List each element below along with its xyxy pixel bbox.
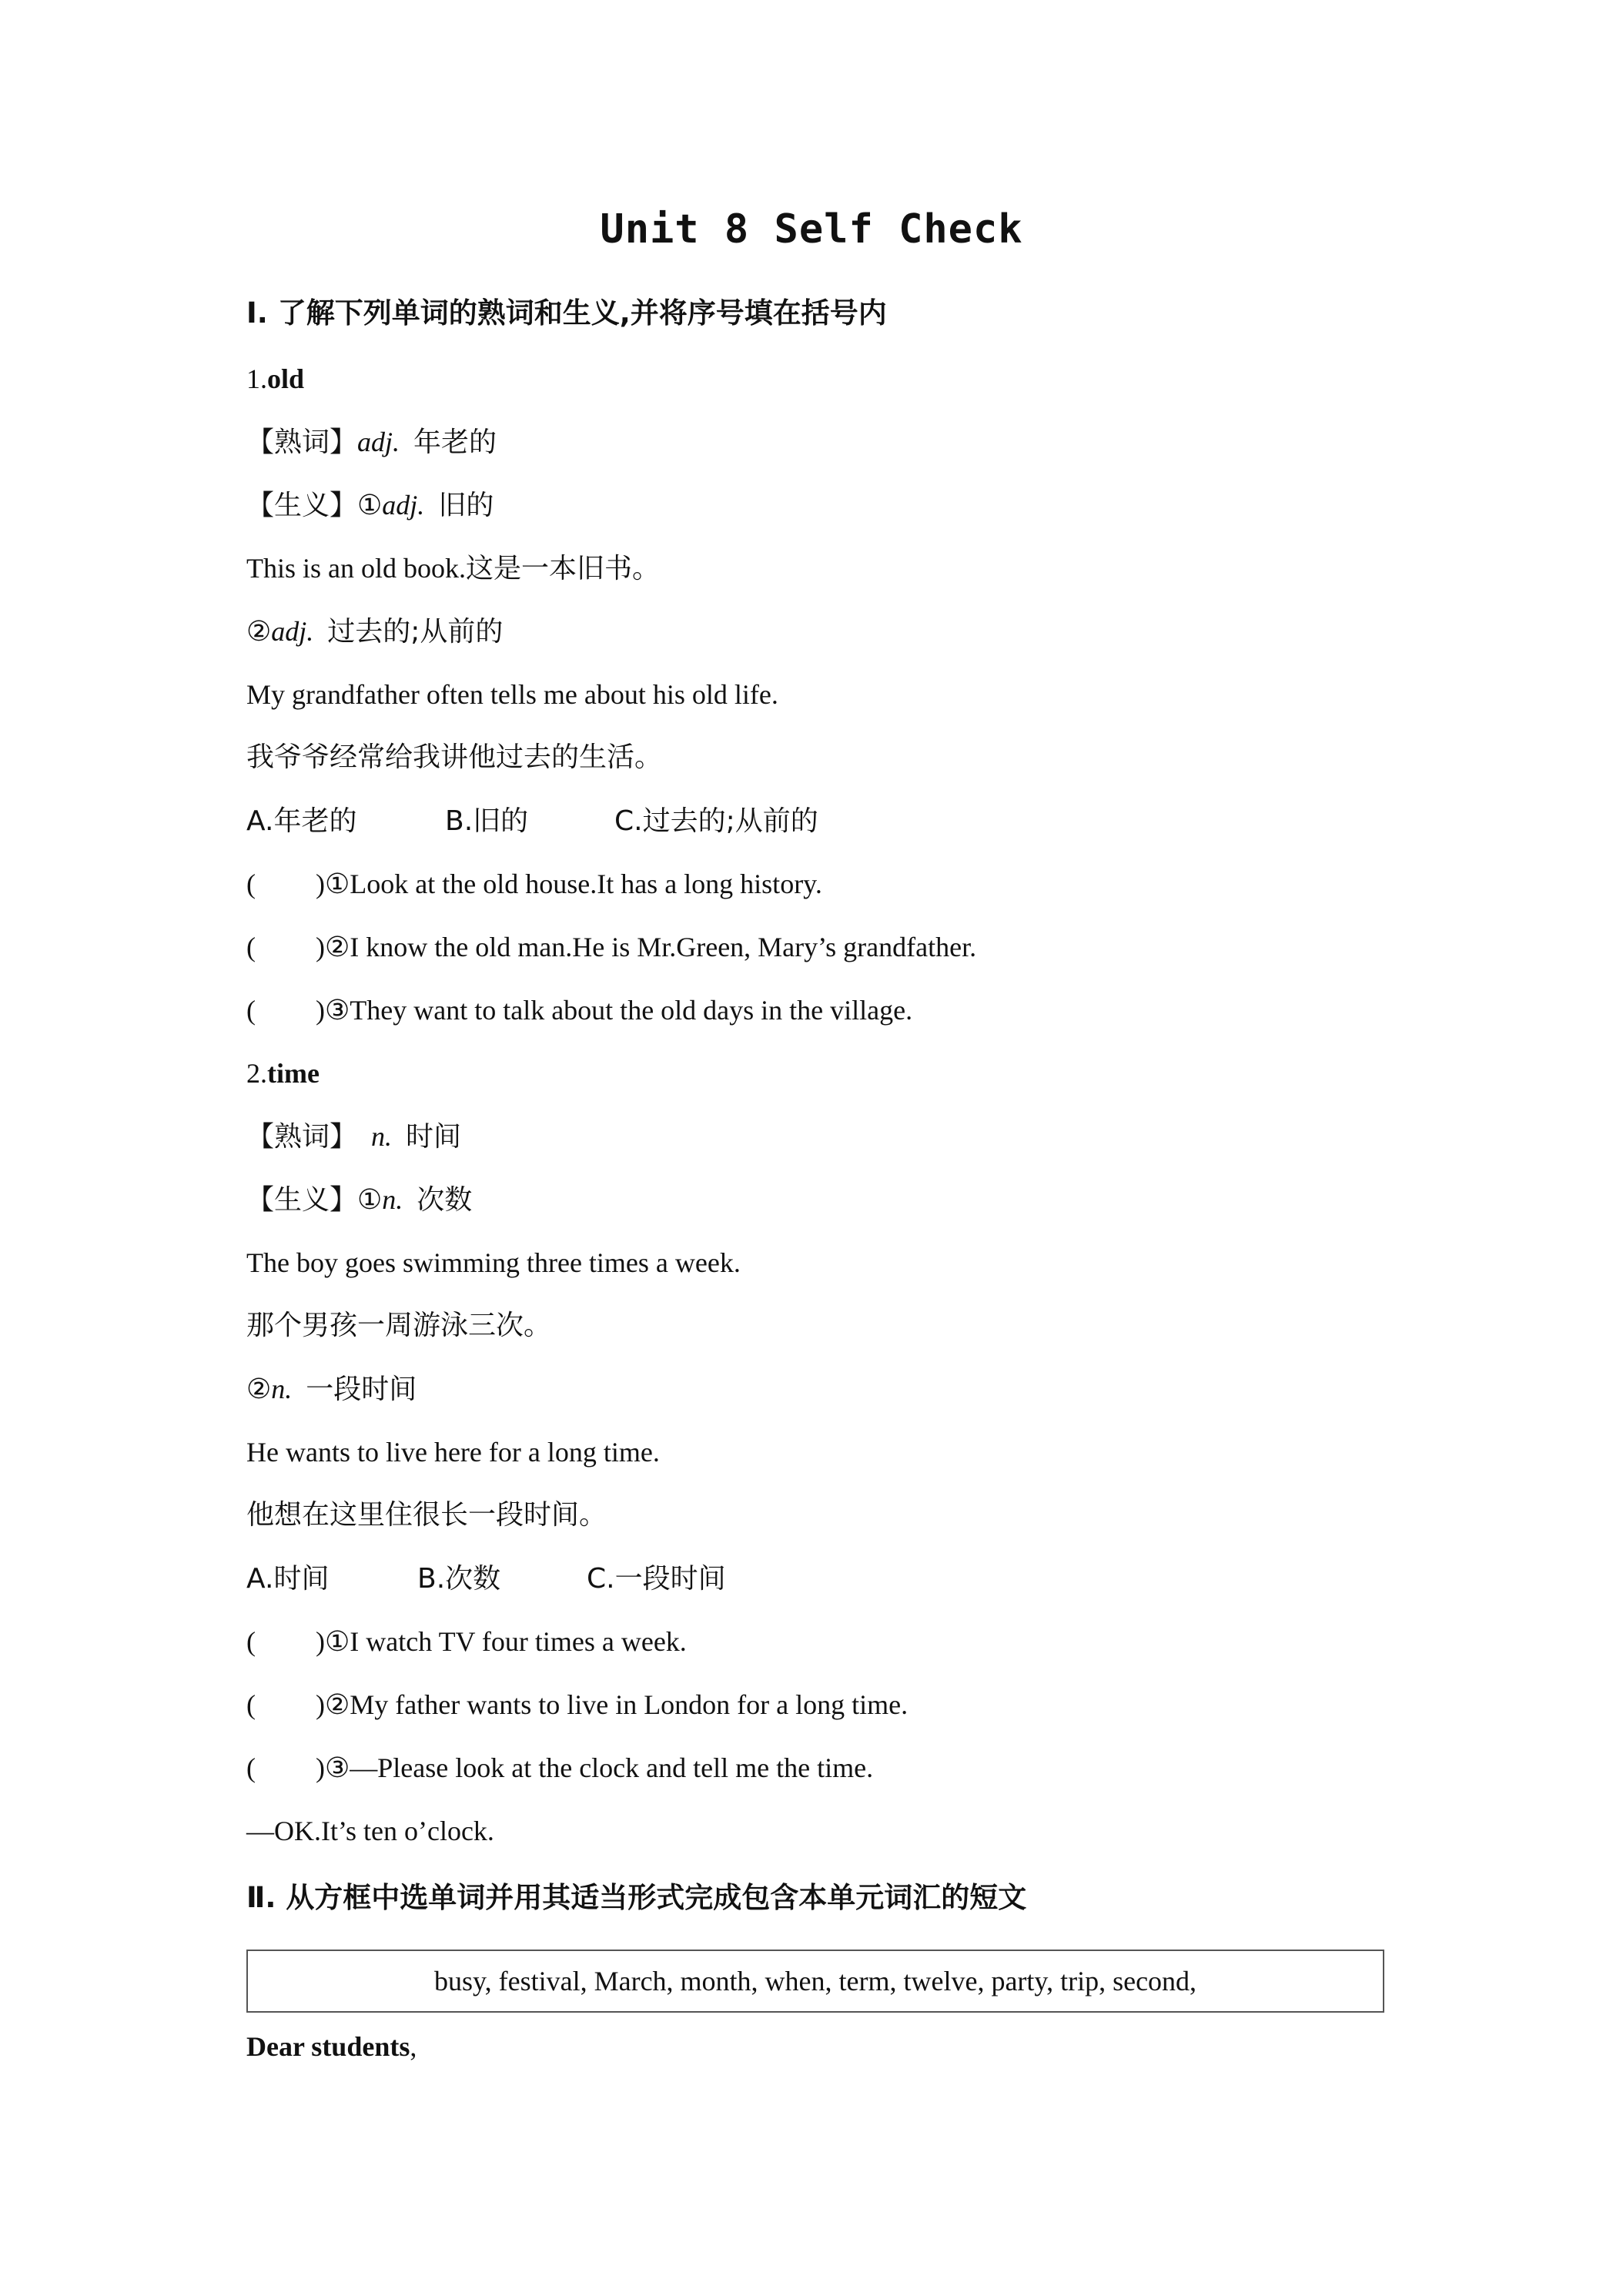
word2-familiar-meaning xyxy=(246,1123,461,1151)
word1-example-2-en: My grandfather often tells me about his old life. xyxy=(246,679,778,710)
option-c: C.过去的;从前的 xyxy=(614,805,818,837)
word1-word: old xyxy=(267,363,305,394)
option-a: A.时间 xyxy=(246,1563,330,1595)
option-c: C.一段时间 xyxy=(587,1563,726,1595)
paren-close: ) xyxy=(316,1752,325,1783)
question-text: ①I watch TV four times a week. xyxy=(325,1626,687,1657)
word2-answer-line: —OK.It’s ten o’clock. xyxy=(246,1816,494,1846)
familiar-label: 【熟词】 xyxy=(246,427,358,458)
meaning: 时间 xyxy=(406,1121,462,1153)
answer-blank[interactable]: ( xyxy=(246,995,256,1026)
answer-blank[interactable]: ( xyxy=(246,1752,256,1783)
circle-number: ① xyxy=(357,1184,383,1215)
paren-close: ) xyxy=(316,1626,325,1657)
page-title: Unit 8 Self Check xyxy=(600,206,1023,253)
word2-word: time xyxy=(267,1058,320,1089)
word2-heading xyxy=(246,1059,320,1087)
paren-close: ) xyxy=(316,1689,325,1720)
word2-question-1 xyxy=(246,1628,687,1655)
question-text: ②My father wants to live in London for a long time. xyxy=(325,1689,909,1720)
paren-close: ) xyxy=(316,869,325,899)
meaning: 旧的 xyxy=(438,490,494,521)
answer-blank[interactable]: ( xyxy=(246,869,256,899)
word1-number: 1. xyxy=(246,363,267,394)
pos: n. xyxy=(382,1184,403,1215)
word2-options xyxy=(246,1565,726,1593)
word2-example-1-zh: 那个男孩一周游泳三次。 xyxy=(246,1310,552,1341)
word2-question-2 xyxy=(246,1691,908,1719)
word2-question-3 xyxy=(246,1754,873,1782)
word1-question-1 xyxy=(246,870,822,898)
word2-example-1-en: The boy goes swimming three times a week. xyxy=(246,1247,741,1278)
option-b: B.次数 xyxy=(417,1563,501,1595)
example-zh: 这是一本旧书。 xyxy=(466,553,661,584)
paren-close: ) xyxy=(316,995,325,1026)
word1-example-2-zh: 我爷爷经常给我讲他过去的生活。 xyxy=(246,741,663,773)
word2-number: 2. xyxy=(246,1058,267,1089)
question-text: ③They want to talk about the old days in the village. xyxy=(325,995,913,1026)
option-b: B.旧的 xyxy=(445,805,529,837)
meaning: 次数 xyxy=(417,1184,473,1216)
word-box: busy, festival, March, month, when, term, twelve, party, trip, second, xyxy=(246,1950,1384,2013)
new-label: 【生义】 xyxy=(246,490,358,521)
answer-blank[interactable]: ( xyxy=(246,932,256,962)
word2-example-2-zh: 他想在这里住很长一段时间。 xyxy=(246,1499,607,1531)
pos: adj. xyxy=(357,427,400,457)
meaning: 一段时间 xyxy=(306,1374,417,1405)
word1-heading xyxy=(246,365,304,393)
example-en: This is an old book. xyxy=(246,553,466,584)
word1-new-meaning-1 xyxy=(246,491,494,520)
section1-heading: Ⅰ. 了解下列单词的熟词和生义,并将序号填在括号内 xyxy=(246,296,887,330)
question-text: ①Look at the old house.It has a long history. xyxy=(325,869,822,899)
letter-greeting xyxy=(246,2033,417,2060)
pos: n. xyxy=(371,1121,393,1152)
word2-new-meaning-1 xyxy=(246,1186,472,1214)
paren-close: ) xyxy=(316,932,325,962)
new-label: 【生义】 xyxy=(246,1184,358,1216)
greeting-text: Dear students xyxy=(246,2031,410,2062)
pos: adj. xyxy=(271,616,314,647)
meaning: 过去的;从前的 xyxy=(327,616,504,648)
pos: adj. xyxy=(382,490,425,520)
word2-new-meaning-2 xyxy=(246,1375,417,1404)
question-text: ③—Please look at the clock and tell me the time. xyxy=(325,1752,874,1783)
familiar-label: 【熟词】 xyxy=(246,1121,358,1153)
question-text: ②I know the old man.He is Mr.Green, Mary’s grandfather. xyxy=(325,932,977,962)
word2-example-2-en: He wants to live here for a long time. xyxy=(246,1437,660,1468)
option-a: A.年老的 xyxy=(246,805,357,837)
meaning: 年老的 xyxy=(413,427,497,458)
word1-example-1 xyxy=(246,554,660,583)
circle-number: ① xyxy=(357,490,383,520)
answer-blank[interactable]: ( xyxy=(246,1689,256,1720)
word1-question-2 xyxy=(246,933,976,961)
answer-blank[interactable]: ( xyxy=(246,1626,256,1657)
greeting-punct: , xyxy=(410,2031,417,2062)
circle-number: ② xyxy=(246,1374,272,1404)
word1-options xyxy=(246,807,818,835)
word1-new-meaning-2 xyxy=(246,618,503,646)
word1-familiar-meaning xyxy=(246,428,497,457)
circle-number: ② xyxy=(246,616,272,647)
section2-heading: Ⅱ. 从方框中选单词并用其适当形式完成包含本单元词汇的短文 xyxy=(246,1881,1027,1914)
pos: n. xyxy=(271,1374,293,1404)
word1-question-3 xyxy=(246,996,912,1024)
